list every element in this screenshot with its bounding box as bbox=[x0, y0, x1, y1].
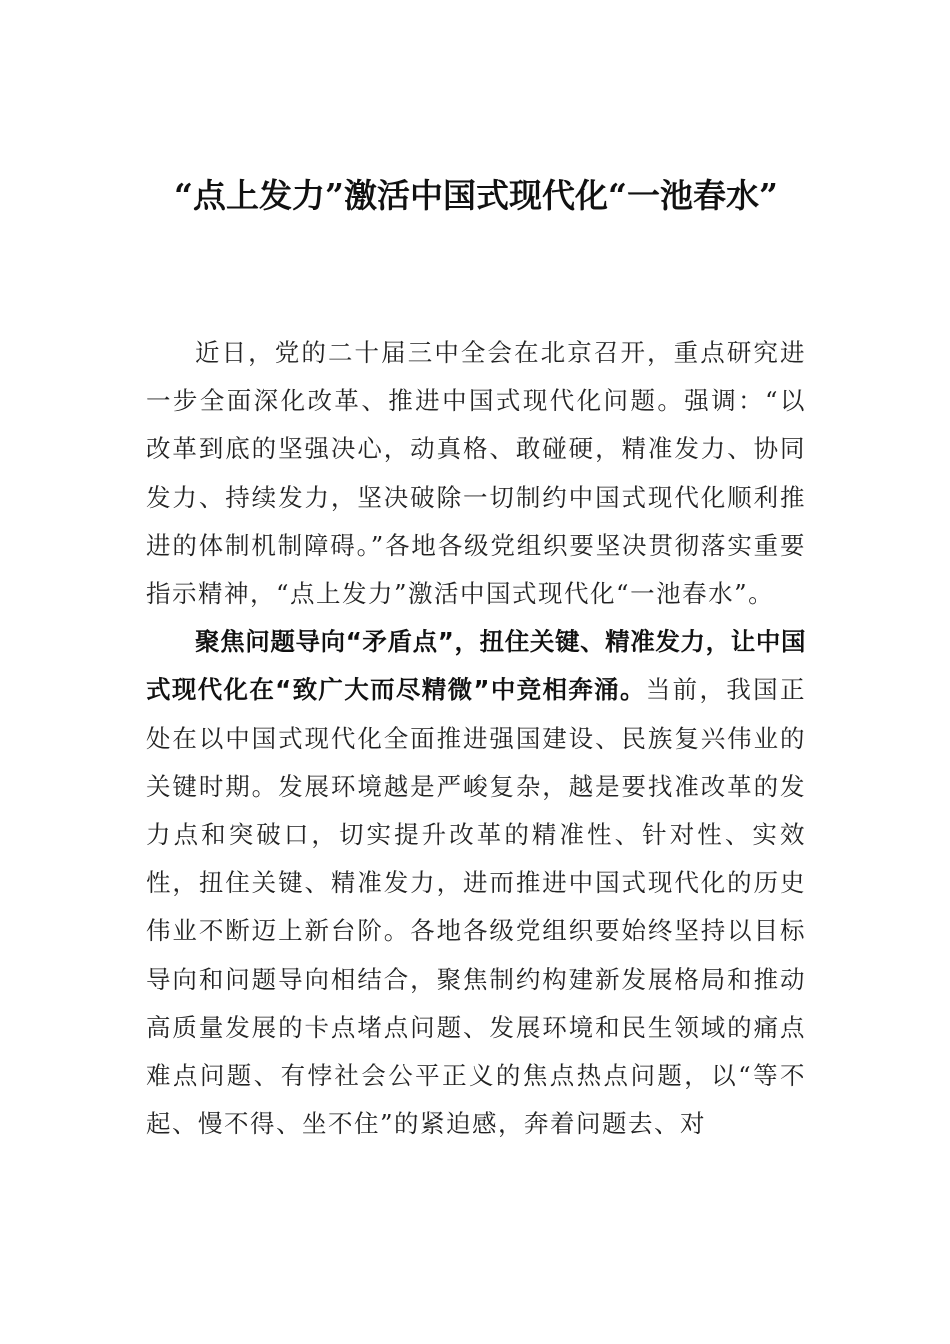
paragraph-text: 近日，党的二十届三中全会在北京召开，重点研究进一步全面深化改革、推进中国式现代化问题。强调：“以改革到底的坚强决心，动真格、敢碰硬，精准发力、协同发力、持续发力，坚决破除一切制约中国式现代化顺利推进的体制机制障碍。”各地各级党组织要坚决贯彻落实重要指示精神，“点上发力”激活中国式现代化“一池春水”。 bbox=[146, 338, 806, 609]
document-body bbox=[146, 329, 806, 1148]
paragraph-text: 当前，我国正处在以中国式现代化全面推进强国建设、民族复兴伟业的关键时期。发展环境越是严峻复杂，越是要找准改革的发力点和突破口，切实提升改革的精准性、针对性、实效性，扭住关键、精准发力，进而推进中国式现代化的历史伟业不断迈上新台阶。各地各级党组织要始终坚持以目标导向和问题导向相结合，聚焦制约构建新发展格局和推动高质量发展的卡点堵点问题、发展环境和民生领域的痛点难点问题、有悖社会公平正义的焦点热点问题，以“等不起、慢不得、坐不住”的紧迫感，奔着问题去、对 bbox=[146, 675, 807, 1139]
document-title: “点上发力”激活中国式现代化“一池春水” bbox=[174, 176, 778, 215]
paragraph-problem-orientation bbox=[146, 618, 806, 1148]
paragraph-lead-sentence: 聚焦问题导向“矛盾点”，扭住关键、精准发力，让中国式现代化在“致广大而尽精微”中竞相奔涌。 bbox=[146, 627, 806, 705]
paragraph-intro bbox=[146, 329, 806, 618]
